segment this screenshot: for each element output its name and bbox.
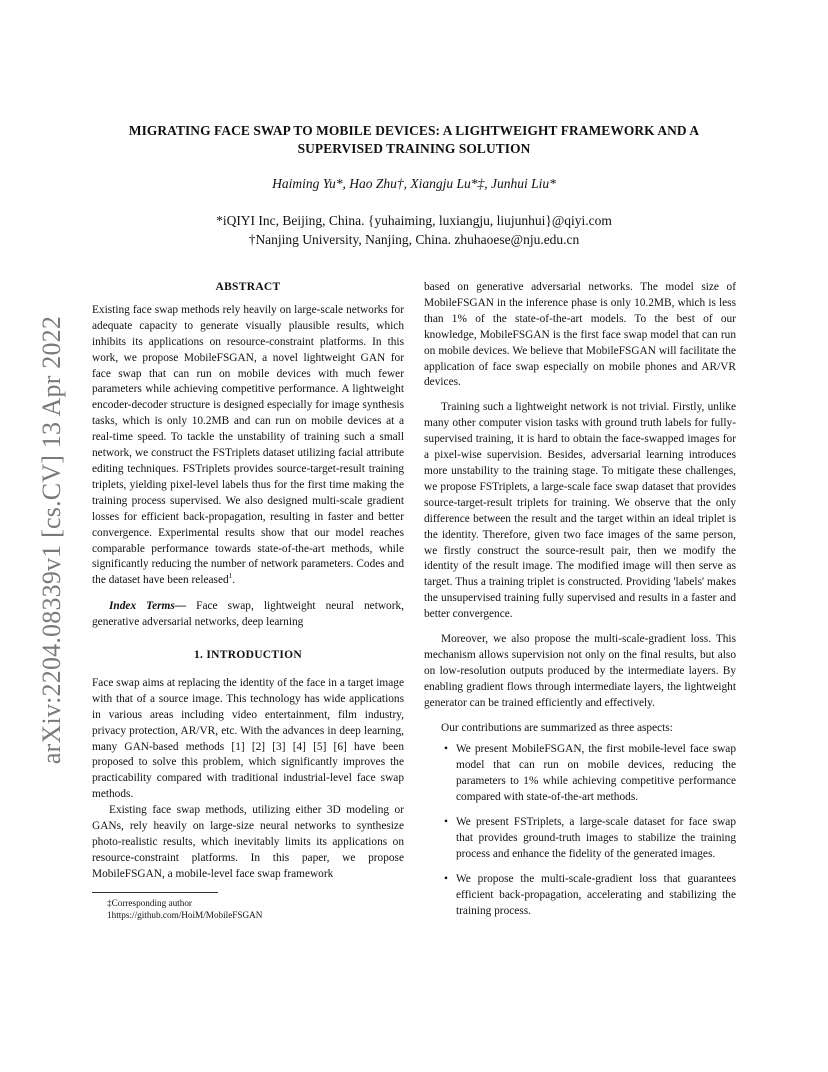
footnotes [107, 897, 262, 922]
contribution-item [424, 815, 736, 863]
footnote-ref-1[interactable]: 1 [228, 572, 233, 581]
contribution-item [424, 742, 736, 806]
paper-title [80, 122, 748, 158]
abstract-body: Existing face swap methods rely heavily on large-scale networks for adequate capacity to generate visually plausible results, which inhibits its applications on resource-constraint platforms. In this work, we propose MobileFSGAN, a novel lightweight GAN for face swap that can run on mobile devices with much fewer parameters while achieving competitive performance. A lightweight encoder-decoder structure is designed especially for image synthesis tasks, which is only 10.2MB and can run on mobile devices at a real-time speed. To tackle the unstability of training such a small network, we construct the FSTriplets dataset utilizing facial attribute editing techniques. FSTriplets provides source-target-result training triplets, yielding pixel-level labels thus for the first time making the training process supervised. We also designed multi-scale gradient losses for efficient back-propagation, resulting in faster and better convergence. Experimental results show that our model reaches comparable performance towards state-of-the-art methods, while significantly reducing the number of network parameters. Codes and the dataset have been released [92, 303, 404, 587]
right-paragraph-1: based on generative adversarial networks. The model size of MobileFSGAN in the inference phase is only 10.2MB, which is less than 1% of the state-of-the-art models. To the best of our knowledge, MobileFSGAN is the first face swap model that can run on mobile devices. We believe that MobileFSGAN will facilitate the application of face swap especially on mobile phones and AR/VR devices. [424, 281, 736, 389]
affiliation-iqiyi: *iQIYI Inc, Beijing, China. {yuhaiming, luxiangju, liujunhui}@qiyi.com [216, 213, 612, 228]
contribution-text: We present FSTriplets, a large-scale dataset for face swap that provides ground-truth images to stabilize the training process and enhance the fidelity of the generated images. [456, 816, 736, 860]
title-line-2: SUPERVISED TRAINING SOLUTION [297, 141, 531, 156]
bullet-1: • [444, 743, 448, 756]
intro-paragraph-1: Face swap aims at replacing the identity of the face in a target image with that of a source image. This technology has wide applications in various areas including video entertainment, film industry, privacy protection, AR/VR, etc. With the advances in deep learning, many GAN-based methods [1] [2] [3] [4] [5] [6] have been proposed to solve this problem, which significantly improves the practicability compared with traditional industrial-level face swap methods. [92, 676, 404, 801]
index-terms-text: Face swap, lightweight neural network, generative adversarial networks, deep learning [92, 600, 404, 629]
footnote-divider [92, 892, 218, 893]
contributions-list [424, 742, 736, 919]
right-paragraph-2: Training such a lightweight network is not trivial. Firstly, unlike many other computer vision tasks with ground truth labels for fully-supervised training, it is hard to obtain the face-swapped images for a pixel-wise supervision. Besides, adversarial learning introduces more unstability to the training stage. To mitigate these challenges, we propose FSTriplets, a large-scale face swap dataset that provides source-target-result triplets for training. We observe that the only difference between the result and the target within an ideal triplet is the identity. Therefore, given two face images of the same person, we firstly construct the source-result pair, then we modify the identity of the result image. The modified image will then serve as target. Thus a training triplet is constructed. Providing 'labels' makes the unsupervised training fully supervised and results in a faster and better convergence. [424, 401, 736, 621]
footnote-corresponding-author: ‡Corresponding author [107, 898, 192, 908]
index-terms [92, 599, 404, 631]
bullet-2: • [444, 816, 448, 829]
contribution-text: We present MobileFSGAN, the first mobile-level face swap model that can run on mobile devices, reducing the parameters to 1% while achieving competitive performance compared with state-of-the-art methods. [456, 743, 736, 804]
intro-paragraph-2: Existing face swap methods, utilizing either 3D modeling or GANs, rely heavily on large-size neural networks to synthesize photo-realistic results, which inevitably limits its applications on resource-constraint platforms. In this paper, we propose MobileFSGAN, a mobile-level face swap framework [92, 804, 404, 880]
affiliations [80, 211, 748, 249]
arxiv-identifier-stamp[interactable] [28, 300, 76, 780]
footnote-github-url[interactable]: 1https://github.com/HoiM/MobileFSGAN [107, 910, 263, 921]
index-terms-label: Index Terms— [109, 600, 187, 613]
contribution-text: We propose the multi-scale-gradient loss that guarantees efficient back-propagation, accelerating and stabilizing the training process. [456, 872, 736, 917]
affiliation-nanjing: †Nanjing University, Nanjing, China. zhuhaoese@nju.edu.cn [248, 232, 580, 247]
author-list: Haiming Yu*, Hao Zhu†, Xiangju Lu*‡, Junhui Liu* [272, 176, 556, 191]
right-column [424, 280, 736, 929]
right-paragraph-3: Moreover, we also propose the multi-scale-gradient loss. This mechanism allows supervision not only on the final results, but also on low-resolution outputs produced by the intermediate layers. By enabling gradient flows through intermediate layers, the lightweight generator can be trained efficiently and effectively. [424, 633, 736, 709]
contribution-item [424, 872, 736, 920]
title-line-1: MIGRATING FACE SWAP TO MOBILE DEVICES: A LIGHTWEIGHT FRAMEWORK AND A [128, 123, 700, 138]
contributions-intro: Our contributions are summarized as three aspects: [441, 721, 673, 734]
bullet-3: • [444, 872, 448, 885]
introduction-heading: 1. INTRODUCTION [193, 649, 302, 662]
abstract-heading: ABSTRACT [215, 281, 281, 293]
abstract-text [92, 303, 404, 589]
left-column [92, 280, 404, 883]
abstract-end: . [232, 574, 236, 587]
arxiv-identifier-text: arXiv:2204.08339v1 [cs.CV] 13 Apr 2022 [37, 315, 66, 765]
